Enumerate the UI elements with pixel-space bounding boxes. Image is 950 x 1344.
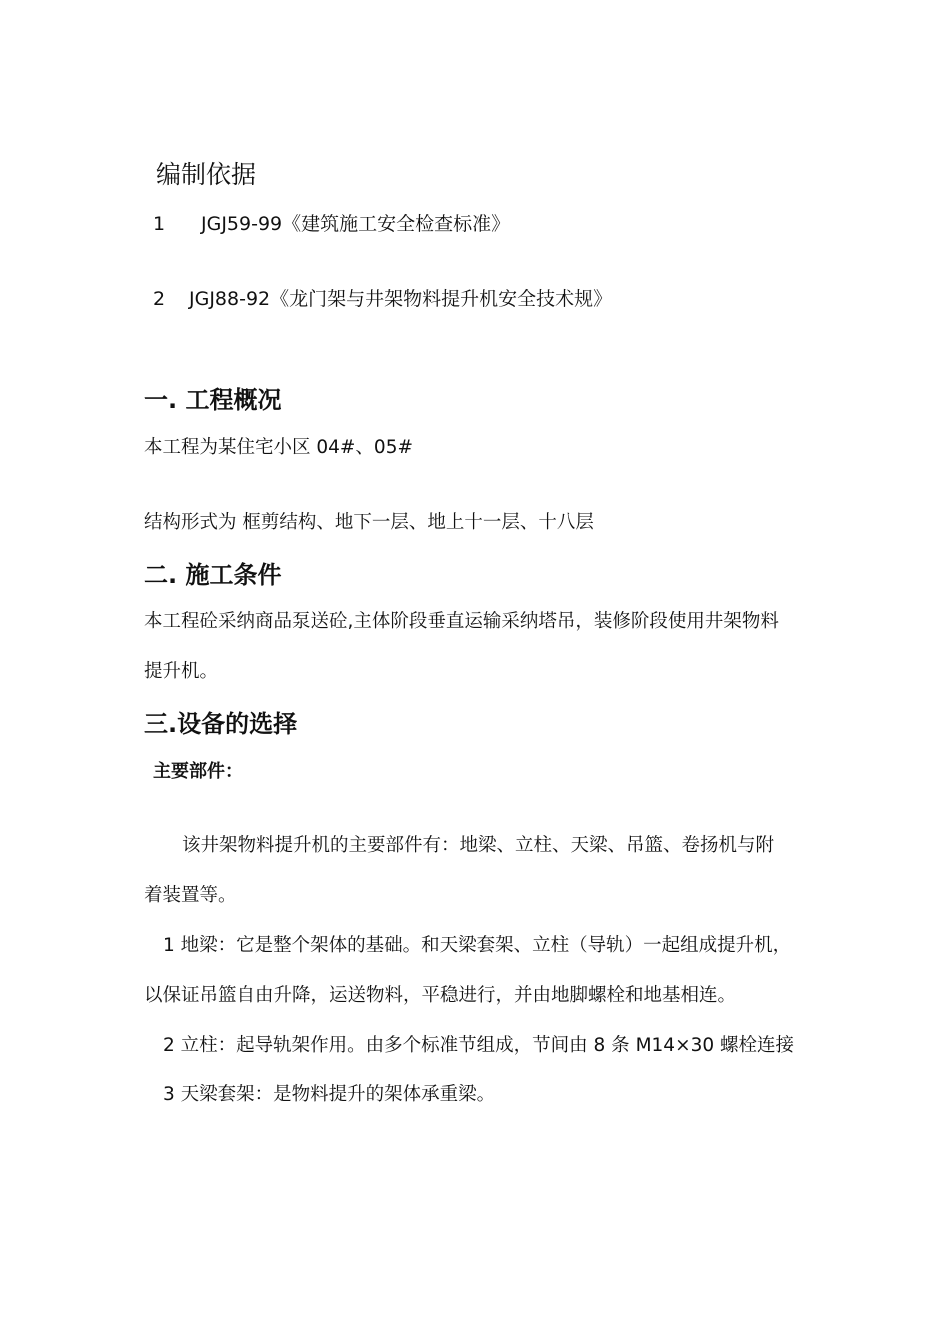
overview-paragraph-line: 本工程为某住宅小区 04#、05# xyxy=(144,437,413,458)
reference-text: JGJ88-92《龙门架与井架物料提升机安全技术规》 xyxy=(189,288,613,310)
parts-paragraph-line: 着装置等。 xyxy=(144,885,237,906)
item-ground-beam-line: 1 地梁：它是整个架体的基础。和天梁套架、立柱（导轨）一起组成提升机， xyxy=(163,935,792,956)
subheading-main-parts: 主要部件： xyxy=(153,761,243,782)
conditions-paragraph-line: 本工程砼采纳商品泵送砼,主体阶段垂直运输采纳塔吊，装修阶段使用井架物料 xyxy=(144,611,779,632)
item-top-beam-line: 3 天梁套架：是物料提升的架体承重梁。 xyxy=(163,1084,496,1105)
section-heading-overview: 一. 工程概况 xyxy=(144,386,282,414)
section-heading-conditions: 二. 施工条件 xyxy=(144,561,282,589)
basis-title: 编制依据 xyxy=(156,160,257,189)
reference-number: 2 xyxy=(153,288,166,310)
reference-number: 1 xyxy=(153,213,166,235)
conditions-paragraph-line: 提升机。 xyxy=(144,661,219,682)
parts-paragraph-line: 该井架物料提升机的主要部件有：地梁、立柱、天梁、吊篮、卷扬机与附 xyxy=(182,835,775,856)
overview-paragraph-line: 结构形式为 框剪结构、地下一层、地上十一层、十八层 xyxy=(144,512,594,533)
reference-item-1 xyxy=(153,215,510,234)
section-heading-equipment: 三.设备的选择 xyxy=(144,710,298,738)
item-ground-beam-line: 以保证吊篮自由升降，运送物料，平稳进行，并由地脚螺栓和地基相连。 xyxy=(144,985,737,1006)
reference-item-2 xyxy=(153,290,612,309)
reference-text: JGJ59-99《建筑施工安全检查标准》 xyxy=(201,213,511,235)
item-column-line: 2 立柱：起导轨架作用。由多个标准节组成，节间由 8 条 M14×30 螺栓连接 xyxy=(163,1035,794,1056)
